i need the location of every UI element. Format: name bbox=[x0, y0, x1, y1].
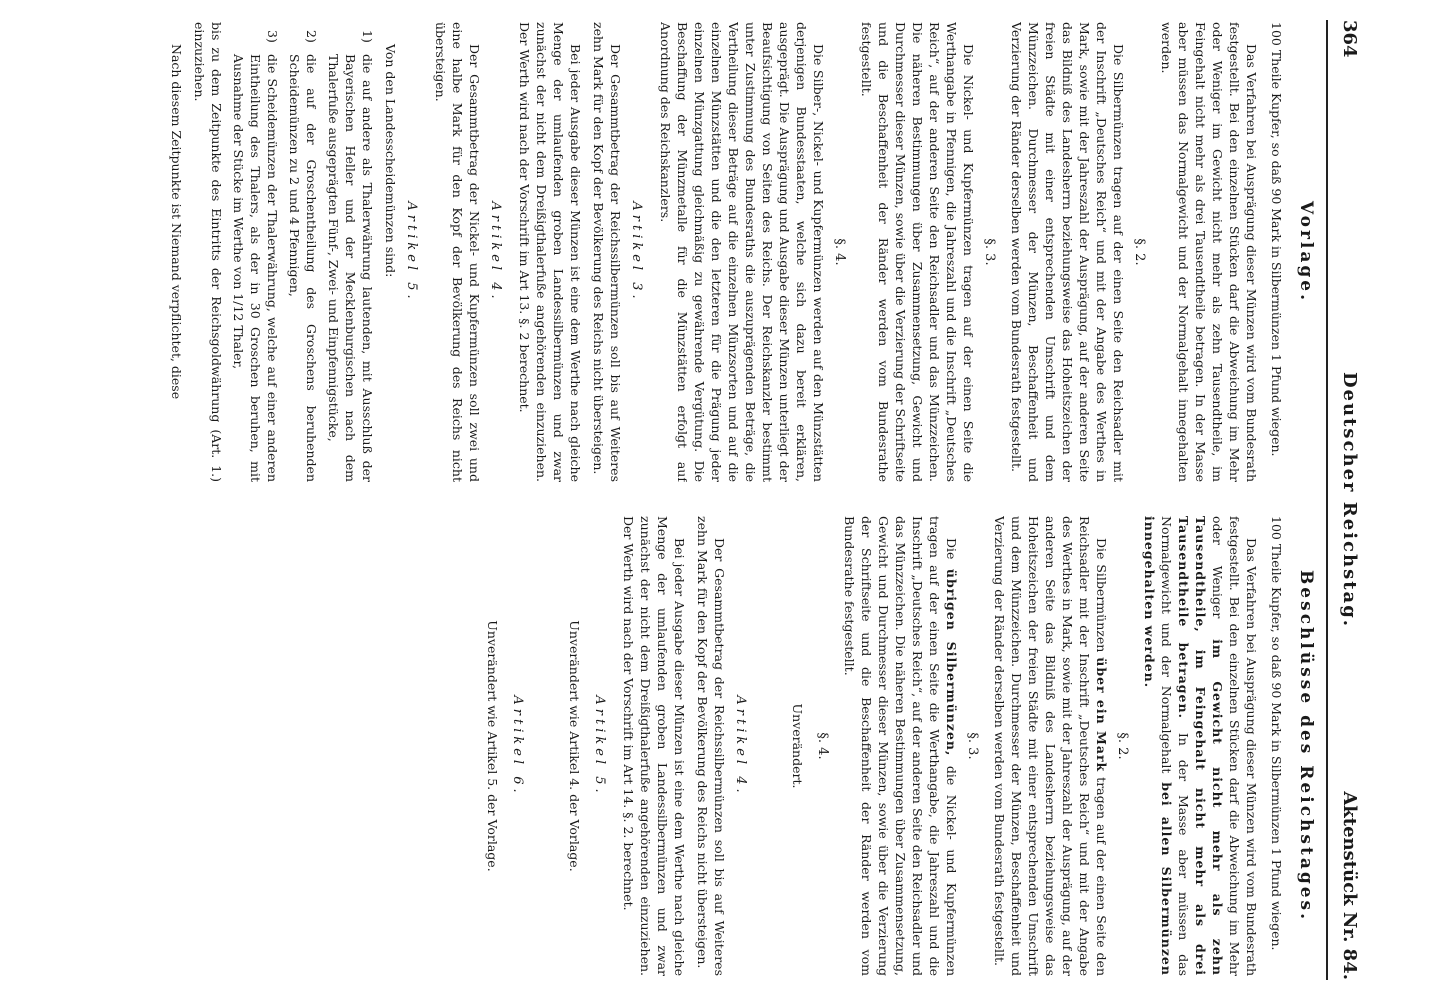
paragraph: Die Nickel- und Kupfermünzen tragen auf der einen Seite die Werthangabe in Pfennigen, die Jahreszahl und die Inschrift „Deutsches Reich“, auf der anderen Seite den Reichsadler und das Münzzeichen. Die näheren Bestimmungen über Zusammensetzung, Gewicht und Durchmesser dieser Münzen, sowie über die Verzierung der Schriftseite und die Beschaffenheit der Ränder werden vom Bundesrathe festgestellt. bbox=[859, 22, 976, 482]
list-item bbox=[325, 22, 376, 482]
article-heading: Artikel 4. bbox=[488, 201, 503, 303]
column-heading-beschluesse: Beschlüsse des Reichstages. bbox=[1296, 569, 1316, 923]
article-heading: Artikel 3. bbox=[629, 201, 644, 303]
paragraph: Von den Landesscheidemünzen sind: bbox=[383, 44, 398, 278]
text-run: In der Masse aber müssen das Normalgewicht und der Normalgehalt bbox=[1159, 516, 1191, 976]
section-mark: §. 2. bbox=[1132, 238, 1147, 266]
article-heading: Artikel 5. bbox=[592, 695, 607, 797]
paragraph bbox=[1141, 516, 1260, 976]
publication-title: Deutscher Reichstag. bbox=[1339, 371, 1360, 629]
section-mark: §. 3. bbox=[965, 732, 980, 760]
text-run: die Nickel- und Kupfermünzen tragen auf der einen Seite die Werthangabe, die Jahreszahl und die Inschrift „Deutsches Reich“, auf der anderen Seite den Reichsadler und das Münzzeichen. Die näheren Bestimmungen über Zusammensetzung, Gewicht und Durchmesser dieser Münzen, sowie über die Verzierung der Schriftseite und die Beschaffenheit der Ränder werden vom Bundesrathe festgestellt. bbox=[842, 516, 959, 976]
article-heading: Artikel 6. bbox=[510, 695, 525, 797]
paragraph: Die Silber-, Nickel- und Kupfermünzen werden auf den Münzstätten derjenigen Bundesstaaten, welche sich dazu bereit erklären, ausgeprägt. Die Ausprägung und Ausgabe dieser Münzen unterliegt der Beaufsichtigung von Seiten des Reichs. Der Reichskanzler bestimmt unter Zustimmung des Bundesraths die auszuprägenden Beträge, die Vertheilung dieser Beträge auf die einzelnen Münzsorten und auf die einzelnen Münzstätten und die den letzteren für die Prägung jeder einzelnen Münzgattung gleichmäßig zu gewährende Vergütung. Die Beschaffung der Münzmetalle für die Münzstätten erfolgt auf Anordnung des Reichskanzlers. bbox=[658, 22, 826, 482]
emphasized-text: übrigen Silbermünzen, bbox=[944, 568, 959, 757]
text-run: Das Verfahren bei Ausprägung dieser Münzen wird vom Bundesrath festgestellt. Bei den einzelnen Stücken darf die Abweichung im Mehr oder Weniger bbox=[1210, 516, 1259, 976]
text-run: Die bbox=[944, 538, 959, 560]
unchanged-note: Unverändert. bbox=[790, 703, 805, 789]
list-number: 3) bbox=[265, 30, 280, 43]
list-number: 1) bbox=[360, 30, 375, 43]
list-text: die auf der Groschentheilung des Groschens beruhenden Scheidemünzen zu 2 und 4 Pfennigen, bbox=[287, 54, 319, 482]
list-text: die Scheidemünzen der Thalerwährung, welche auf einer anderen Eintheilung des Thalers, als der in 30 Groschen beruhen, mit Ausnahme der Stücke im Werthe von 1/12 Thaler, bbox=[231, 54, 280, 482]
section-mark: §. 4. bbox=[832, 238, 847, 266]
article-heading: Artikel 5. bbox=[404, 201, 419, 303]
paragraph: Bei jeder Ausgabe dieser Münzen ist eine dem Werthe nach gleiche Menge der umlaufenden groben Landessilbermünzen und zwar zunächst der nicht dem Dreißigthalerfuße angehörenden einzuziehen. Der Werth wird nach der Vorschrift im Art 13. §. 2 berechnet. bbox=[517, 22, 583, 482]
page-header bbox=[1332, 20, 1360, 980]
emphasized-text: im Gewicht nicht mehr als zehn Tausendtheile, im Feingehalt nicht mehr als drei Tausendtheile betragen. bbox=[1176, 516, 1225, 976]
page-number: 364 bbox=[1339, 20, 1360, 58]
header-rule bbox=[1326, 20, 1328, 980]
paragraph: Bei jeder Ausgabe dieser Münzen ist eine dem Werthe nach gleiche Menge der umlaufenden groben Landessilbermünzen und zwar zunächst der nicht dem Dreißigthalerfuße angehörenden einzuziehen. Der Werth wird nach der Vorschrift im Art 14. §. 2. berechnet. bbox=[621, 516, 687, 976]
list-number: 2) bbox=[304, 30, 319, 43]
emphasized-text: über ein Mark bbox=[1094, 657, 1109, 773]
emphasized-text: bei allen Silbermünzen innegehalten werden. bbox=[1142, 516, 1174, 976]
text-run: tragen auf der einen Seite den Reichsadler mit der Inschrift „Deutsches Reich“ und mit der Angabe des Werthes in Mark, sowie mit der Jahreszahl der Ausprägung, auf der anderen Seite das Bildniß des Landesherrn beziehungsweise das Hoheitszeichen der freien Städte mit einer entsprechenden Umschrift und dem Münzzeichen. Durchmesser der Münzen, Beschaffenheit und Verzierung der Ränder derselben werden vom Bundesrath festgestellt. bbox=[992, 516, 1109, 976]
section-mark: §. 3. bbox=[982, 238, 997, 266]
paragraph: Der Gesammtbetrag der Reichssilbermünzen soll bis auf Weiteres zehn Mark für den Kopf der Bevölkerung des Reichs nicht übersteigen. bbox=[591, 22, 623, 482]
list-text: die auf andere als Thalerwährung lautenden, mit Ausschluß der Bayerischen Heller und der Mecklenburgischen nach dem Thalerfuße ausgeprägten Fünf-, Zwei- und Einpfennigstücke, bbox=[326, 54, 375, 482]
list-item bbox=[286, 22, 320, 482]
paragraph: 100 Theile Kupfer, so daß 90 Mark in Silbermünzen 1 Pfund wiegen. bbox=[1269, 516, 1284, 951]
column-vorlage bbox=[18, 22, 1318, 482]
paragraph: Die Silbermünzen tragen auf der einen Seite den Reichsadler mit der Inschrift „Deutsches Reich“ und mit der Angabe des Werthes in Mark, sowie mit der Jahreszahl der Ausprägung, auf der anderen Seite das Bildniß des Landesherrn beziehungsweise das Hoheitszeichen der freien Städte mit einer entsprechenden Umschrift und dem Münzzeichen. Durchmesser der Münzen, Beschaffenheit und Verzierung der Ränder derselben werden vom Bundesrath festgestellt. bbox=[1009, 22, 1126, 482]
paragraph: 100 Theile Kupfer, so daß 90 Mark in Silbermünzen 1 Pfund wiegen. bbox=[1269, 22, 1284, 457]
column-heading-vorlage: Vorlage. bbox=[1296, 200, 1316, 304]
paragraph bbox=[841, 516, 960, 976]
article-heading: Artikel 4. bbox=[733, 695, 748, 797]
column-beschluesse bbox=[18, 516, 1318, 976]
unchanged-note: Unverändert wie Artikel 4. der Vorlage. bbox=[567, 620, 582, 872]
paragraph: Der Gesammtbetrag der Reichssilbermünzen soll bis auf Weiteres zehn Mark für den Kopf der Bevölkerung des Reichs nicht übersteigen. bbox=[695, 516, 727, 976]
text-run: Die Silbermünzen bbox=[1094, 538, 1109, 653]
paragraph: bis zu dem Zeitpunkte des Eintritts der Reichsgoldwährung (Art. 1.) einzuziehen. bbox=[192, 22, 224, 482]
paragraph: Nach diesem Zeitpunkte ist Niemand verpflichtet, diese bbox=[169, 44, 184, 400]
unchanged-note: Unverändert wie Artikel 5. der Vorlage. bbox=[485, 620, 500, 872]
section-mark: §. 4. bbox=[815, 732, 830, 760]
document-reference: Aktenstück Nr. 84. bbox=[1339, 791, 1360, 980]
paragraph: Der Gesammtbetrag der Nickel- und Kupfermünzen soll zwei und eine halbe Mark für den Kopf der Bevölkerung des Reichs nicht übersteigen. bbox=[433, 22, 482, 482]
section-mark: §. 2. bbox=[1115, 732, 1130, 760]
list-item bbox=[230, 22, 281, 482]
paragraph: Das Verfahren bei Ausprägung dieser Münzen wird vom Bundesrath festgestellt. Bei den einzelnen Stücken darf die Abweichung im Mehr oder Weniger im Gewicht nicht mehr als zehn Tausendtheile, im Feingehalt nicht mehr als drei Tausendtheile betragen. In der Masse aber müssen das Normalgewicht und der Normalgehalt innegehalten werden. bbox=[1159, 22, 1259, 482]
paragraph bbox=[991, 516, 1110, 976]
